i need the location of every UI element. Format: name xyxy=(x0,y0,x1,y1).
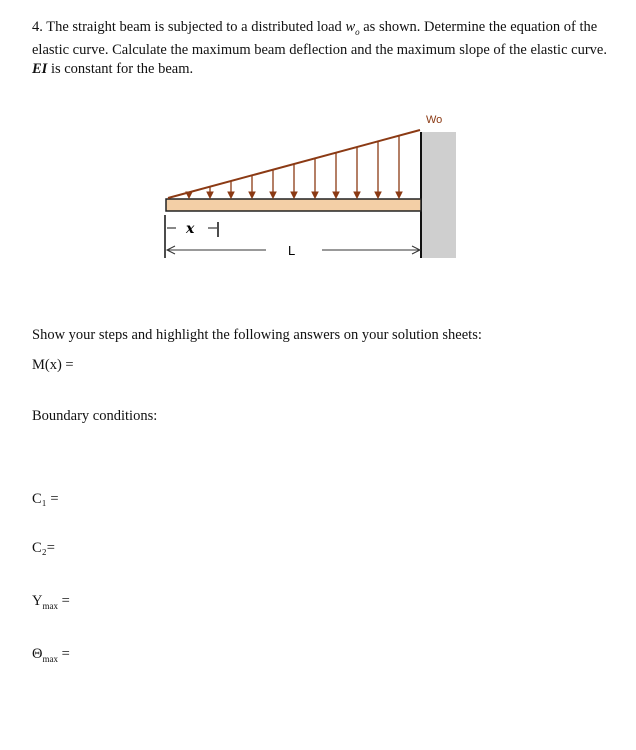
load-symbol: w xyxy=(345,19,356,35)
load-arrowhead xyxy=(312,192,318,198)
x-label: x xyxy=(186,221,195,237)
load-arrowhead xyxy=(333,192,339,198)
load-arrowhead xyxy=(396,192,402,198)
load-arrowhead xyxy=(186,192,192,198)
boundary-conditions-label: Boundary conditions: xyxy=(32,408,158,424)
load-subscript: o xyxy=(355,26,360,37)
wall-support xyxy=(421,132,456,258)
load-arrowhead xyxy=(207,192,213,198)
problem-text-2: as shown. Determine the equation of the elastic curve. Calculate the maximum beam deflection and the maximum slope of the elastic curve. xyxy=(32,19,607,59)
load-arrows xyxy=(186,136,402,198)
theta-max-label xyxy=(32,646,70,664)
theta-base: Θ xyxy=(32,646,43,662)
load-arrowhead xyxy=(291,192,297,198)
ymax-eq: = xyxy=(57,593,70,609)
problem-text-1: 4. The straight beam is subjected to a distributed load xyxy=(32,19,346,35)
ymax-sub: max xyxy=(42,600,58,611)
load-arrowhead xyxy=(228,192,234,198)
ymax-base: Y xyxy=(32,593,43,609)
length-label: L xyxy=(288,243,296,258)
instructions: Show your steps and highlight the following answers on your solution sheets: xyxy=(32,327,482,343)
problem-text-3: is constant for the beam. xyxy=(47,60,194,77)
ei-symbol: EI xyxy=(32,60,48,77)
theta-sub: max xyxy=(42,653,58,664)
load-arrowhead xyxy=(249,192,255,198)
load-arrowhead xyxy=(354,192,360,198)
ymax-label xyxy=(32,593,70,611)
load-label: Wo xyxy=(426,114,443,126)
beam xyxy=(166,199,421,211)
load-arrowhead xyxy=(375,192,381,198)
c2-label: C₂= xyxy=(32,540,55,556)
c1-label: C₁ = xyxy=(32,491,59,507)
load-arrowhead xyxy=(270,192,276,198)
moment-equation-label: M(x) = xyxy=(32,357,74,373)
theta-eq: = xyxy=(57,646,70,662)
